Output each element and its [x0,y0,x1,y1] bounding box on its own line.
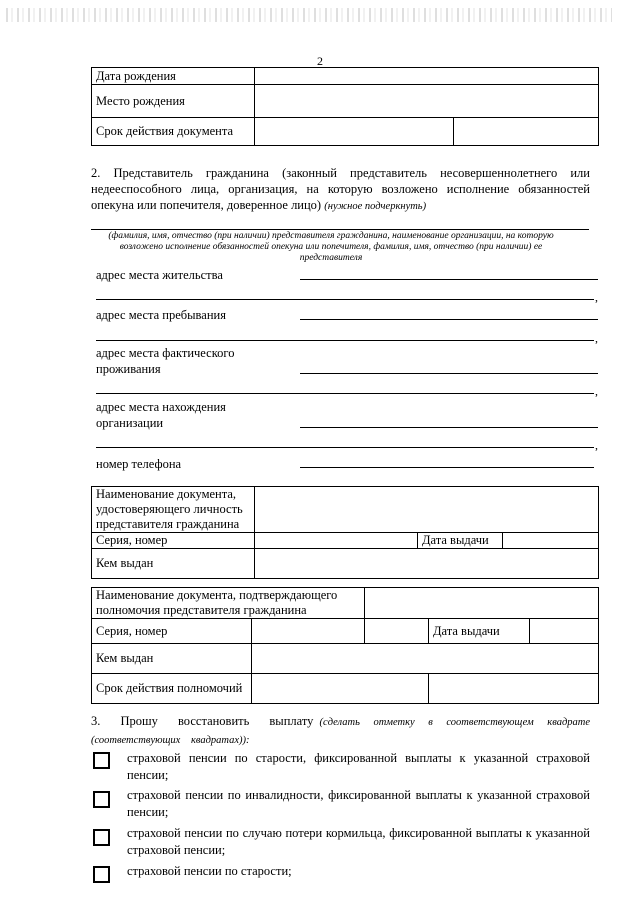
comma-mark: , [595,438,598,452]
option-checkbox[interactable] [93,866,110,883]
auth-date-cell [429,619,599,644]
birth-date-label: Дата рождения [92,68,255,85]
auth-series-field[interactable] [252,619,365,644]
id-issue-date-field[interactable] [503,533,599,549]
auth-series-label: Серия, номер [92,619,252,644]
page-number: 2 [317,54,323,68]
auth-issued-by-label: Кем выдан [92,644,252,674]
address-stay-line-2[interactable] [96,340,594,341]
comma-mark: , [595,331,598,345]
doc-validity-field[interactable] [254,118,454,146]
id-doc-name-field[interactable] [255,487,599,533]
birth-date-field[interactable] [254,68,598,85]
section2-text: 2. Представитель гражданина (законный представитель несовершеннолетнего или недееспособного лица, организация, на которую возложено исполнение обязанностей опекуна или попечителя, доверенное лицо) [91,166,590,212]
address-stay-label: адрес места пребывания [96,308,226,322]
option-text: страховой пенсии по инвалидности, фиксированной выплаты к указанной страховой пенсии; [127,788,590,819]
option-text: страховой пенсии по случаю потери кормильца, фиксированной выплаты к указанной страховой пенсии; [127,826,590,857]
scan-artifact [6,8,612,22]
auth-issued-by-field[interactable] [252,644,599,674]
auth-validity-extra[interactable] [429,674,599,704]
section3-paragraph [91,713,590,749]
auth-doc-name-field[interactable] [365,588,599,619]
auth-issue-date-label: Дата выдачи [429,619,530,643]
option-text: страховой пенсии по старости, фиксированной выплаты к указанной страховой пенсии; [127,751,590,782]
section2-paragraph [91,165,590,215]
id-issued-by-field[interactable] [255,549,599,579]
id-issued-by-label: Кем выдан [92,549,255,579]
address-org-line-2[interactable] [96,447,594,448]
address-actual-line-2[interactable] [96,393,594,394]
option-checkbox[interactable] [93,791,110,808]
auth-doc-name-label: Наименование документа, подтверждающего полномочия представителя гражданина [92,588,365,619]
option-checkbox[interactable] [93,752,110,769]
address-actual-label-1: адрес места фактического [96,346,235,360]
address-actual-line-1[interactable] [300,373,598,374]
birth-place-field[interactable] [254,85,598,118]
address-org-label-1: адрес места нахождения [96,400,226,414]
option-text: страховой пенсии по старости; [127,864,292,878]
doc-validity-extra[interactable] [454,118,599,146]
id-doc-name-label: Наименование документа, удостоверяющего личность представителя гражданина [92,487,255,533]
auth-validity-field[interactable] [252,674,429,704]
phone-line[interactable] [300,467,594,468]
address-residence-label: адрес места жительства [96,268,223,282]
address-stay-line-1[interactable] [300,319,598,320]
auth-validity-label: Срок действия полномочий [92,674,252,704]
doc-validity-label: Срок действия документа [92,118,255,146]
phone-label: номер телефона [96,457,182,471]
id-series-field[interactable] [255,533,418,549]
option-checkbox[interactable] [93,829,110,846]
address-residence-line-1[interactable] [300,279,598,280]
authority-document-table [91,587,599,704]
representative-name-note: (фамилия, имя, отчество (при наличии) представителя гражданина, наименование организации, на которую возложено исполнение обязанностей опекуна или попечителя, фамилия, имя, отчество (при наличии) ее представителя [108,231,554,263]
id-series-label: Серия, номер [92,533,255,549]
address-org-label-2: организации [96,416,164,430]
address-residence-line-2[interactable] [96,299,594,300]
auth-spacer [365,619,429,644]
address-org-line-1[interactable] [300,427,598,428]
comma-mark: , [595,290,598,304]
section2-hint: (нужное подчеркнуть) [324,201,427,212]
section3-hint: (сделать отметку в соответствующем квадрате (соответствующих квадратах)): [91,717,591,746]
birth-place-label: Место рождения [92,85,255,118]
address-actual-label-2: проживания [96,362,161,376]
id-document-table [91,486,599,579]
representative-name-line[interactable] [91,229,589,230]
section3-lead: 3. Прошу восстановить выплату [91,714,314,728]
applicant-table [91,67,599,146]
comma-mark: , [595,384,598,398]
id-issue-date-label: Дата выдачи [418,533,503,549]
